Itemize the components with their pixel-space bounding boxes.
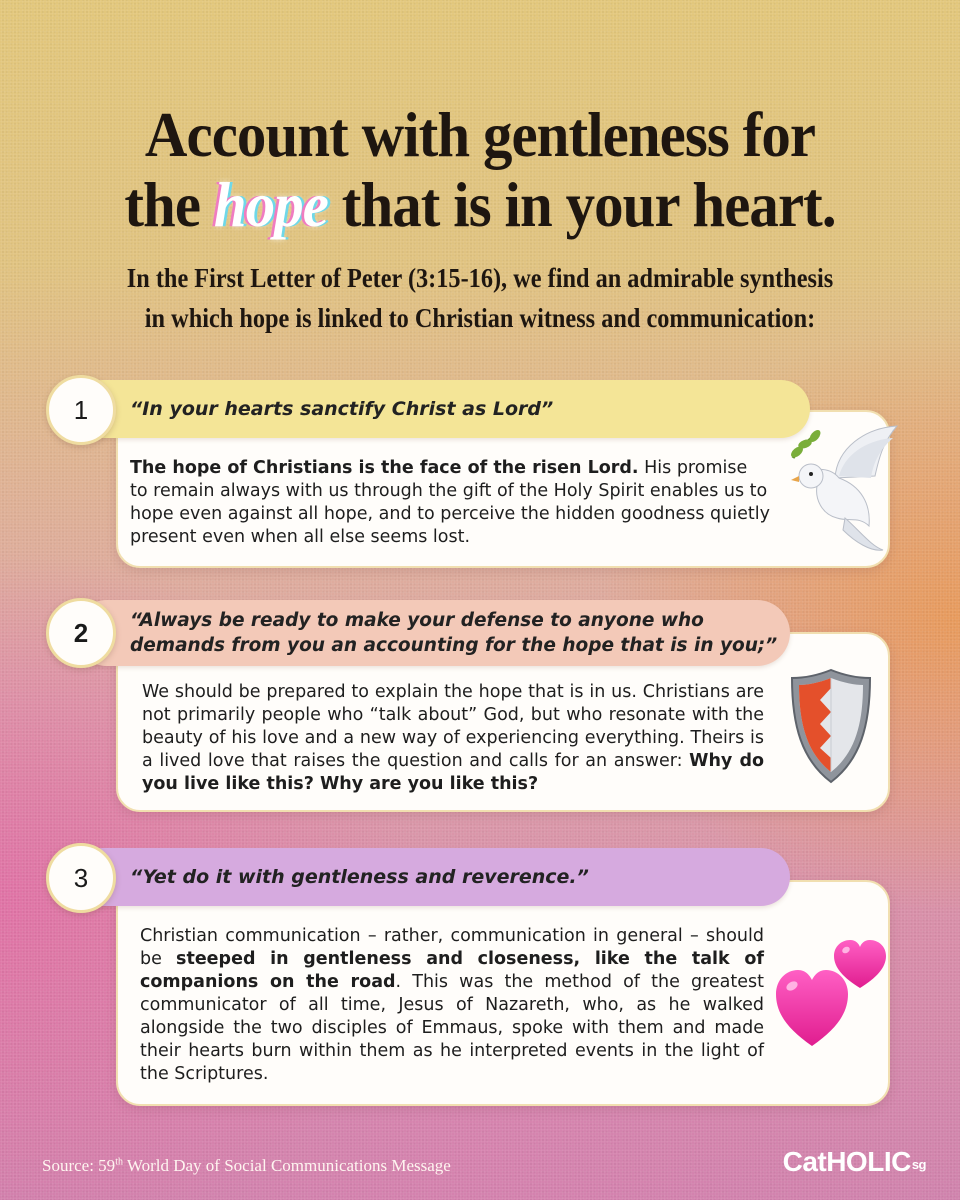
two-hearts-icon [772, 934, 890, 1056]
item-3-text-a: Christian communication – rather, communication in general – should be [140, 926, 764, 969]
item-3-bold-mid: steeped in gentleness and closeness, like the talk of companions on the road [140, 949, 764, 992]
item-1-number: 1 [73, 394, 89, 425]
page-subtitle [84, 258, 876, 338]
item-1-heading: “In your hearts sanctify Christ as Lord” [130, 398, 554, 420]
logo-suffix: sg [911, 1157, 926, 1172]
item-1-text: His promise to remain always with us through the gift of the Holy Spirit enables us to hope even against all hope, and to perceive the hidden goodness quietly present even when all else seems lost. [130, 458, 770, 547]
title-word-the: the [124, 169, 201, 240]
item-2-body [142, 681, 764, 796]
source-ordinal-suffix: th [115, 1156, 123, 1168]
source-prefix: Source: 59 [42, 1156, 116, 1175]
item-1-body [130, 457, 770, 549]
subtitle-line-2: in which hope is linked to Christian witness and communication: [144, 303, 816, 333]
page-title [38, 100, 921, 240]
item-2-number-badge [46, 598, 116, 668]
title-line-2 [38, 170, 921, 240]
item-3-body [140, 925, 764, 1086]
item-3-number: 3 [73, 862, 89, 893]
title-word-hope: hope [213, 169, 328, 240]
item-3-number-badge [46, 843, 116, 913]
dove-icon [775, 418, 905, 562]
item-2-heading-line-2: demands from you an accounting for the hope that is in you;” [130, 635, 778, 656]
item-2-number: 2 [73, 617, 89, 648]
item-2-heading-line-1: “Always be ready to make your defense to anyone who [130, 610, 704, 631]
subtitle-line-1: In the First Letter of Peter (3:15-16), we find an admirable synthesis [126, 263, 834, 293]
item-3-text-b: . This was the method of the greatest communicator of all time, Jesus of Nazareth, who, as he walked alongside the two disciples of Emmaus, spoke with them and made their hearts burn within them as he interpreted events in the light of the Scriptures. [140, 972, 765, 1084]
item-2-heading-pill [74, 600, 790, 666]
item-1-bold-lead: The hope of Christians is the face of the risen Lord. [130, 458, 639, 478]
source-suffix: World Day of Social Communications Message [122, 1156, 451, 1175]
logo-wordmark: CatHOLIC [782, 1146, 911, 1177]
title-line-1: Account with gentleness for [144, 99, 816, 170]
item-1-heading-pill [74, 380, 810, 438]
title-line-2-rest: that is in your heart. [341, 169, 836, 240]
item-3-heading-pill [74, 848, 790, 906]
item-1-number-badge [46, 375, 116, 445]
item-2-bold-tail: Why do you live like this? Why are you like this? [142, 751, 764, 794]
shield-icon [788, 666, 874, 790]
item-2-heading [130, 608, 777, 658]
source-citation [42, 1156, 451, 1176]
item-2-text: We should be prepared to explain the hope that is in us. Christians are not primarily people who “talk about” God, but who resonate with the beauty of his love and a new way of experiencing everything. Theirs is a lived love that raises the question and calls for an answer: [142, 682, 764, 771]
catholic-sg-logo [783, 1146, 926, 1178]
item-3-heading: “Yet do it with gentleness and reverence.” [130, 866, 589, 888]
